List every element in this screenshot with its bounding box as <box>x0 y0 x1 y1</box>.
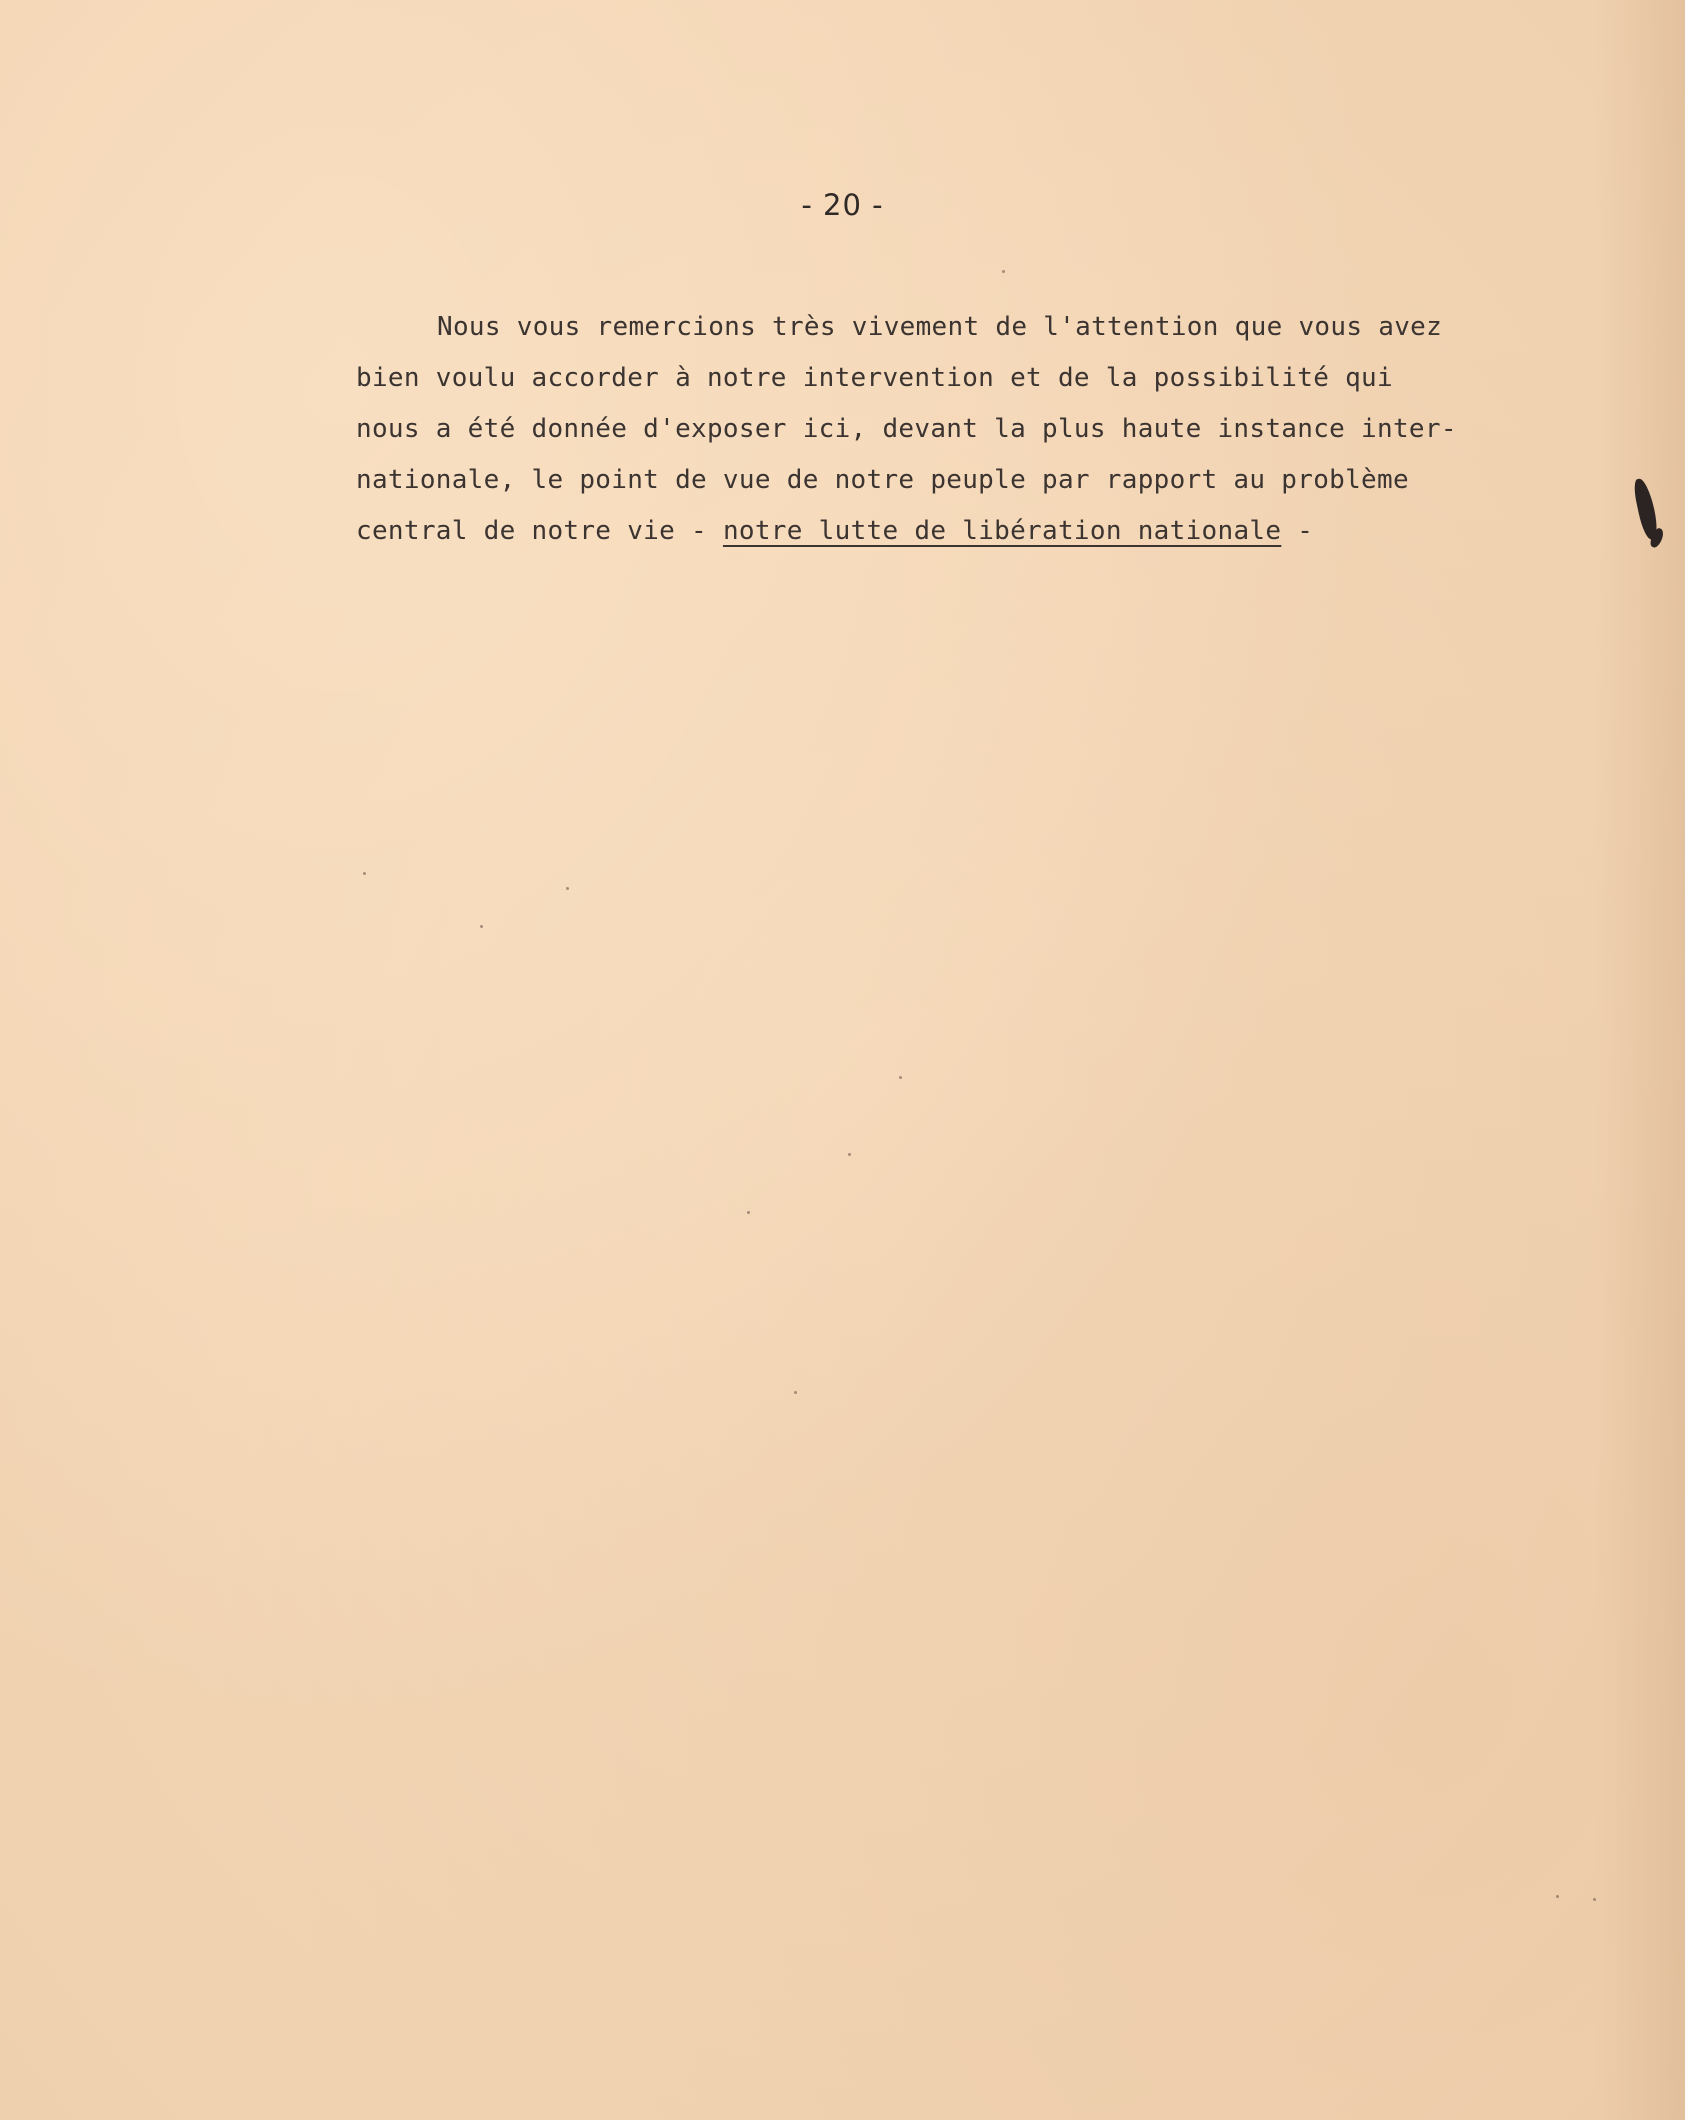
paragraph-line-3: nous a été donnée d'exposer ici, devant la plus haute instance inter- <box>356 414 1457 444</box>
paper-speck <box>747 1211 750 1214</box>
paper-speck <box>566 887 569 890</box>
paragraph-line-4: nationale, le point de vue de notre peuple par rapport au problème <box>356 465 1409 495</box>
paper-speck <box>794 1391 797 1394</box>
paper-speck <box>899 1076 902 1079</box>
paragraph-line-1: Nous vous remercions très vivement de l'attention que vous avez <box>437 312 1443 342</box>
paper-speck <box>480 925 483 928</box>
paper-speck <box>1556 1895 1559 1898</box>
underlined-phrase: notre lutte de libération nationale <box>722 516 1282 546</box>
page-edge-shadow <box>1595 0 1685 2120</box>
paragraph-line-2: bien voulu accorder à notre intervention et de la possibilité qui <box>356 363 1393 393</box>
paper-speck <box>848 1153 851 1156</box>
paper-speck <box>363 872 366 875</box>
line-5-end: - <box>1281 516 1314 546</box>
paper-speck <box>1002 270 1005 273</box>
page-number: - 20 - <box>801 188 884 222</box>
line-5-start: central de notre vie - <box>356 516 723 546</box>
paper-speck <box>1593 1898 1596 1901</box>
paragraph-line-5 <box>356 506 1313 557</box>
